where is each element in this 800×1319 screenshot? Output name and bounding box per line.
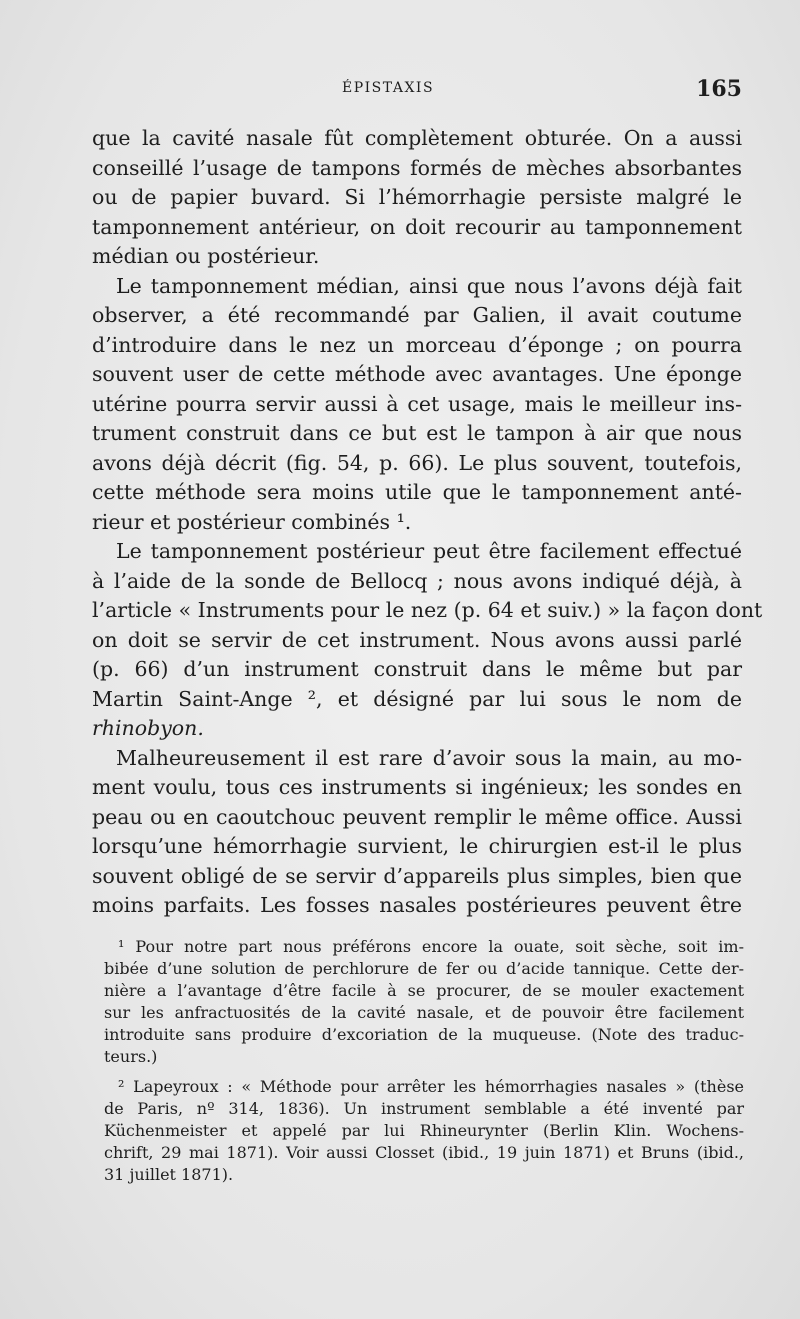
text-line: l’article « Instruments pour le nez (p. 64 et suiv.) » la façon dont [92, 598, 763, 622]
footnote-line: bibée d’une solution de perchlorure de fer ou d’acide tannique. Cette der- [104, 959, 744, 978]
text-line: peau ou en caoutchouc peuvent remplir le même office. Aussi [92, 804, 742, 829]
text-line: moins parfaits. Les fosses nasales postérieures peuvent être [92, 893, 742, 917]
footnote-line: Küchenmeister et appelé par lui Rhineurynter (Berlin Klin. Wochens- [104, 1121, 744, 1140]
footnote-line: teurs.) [104, 1047, 158, 1066]
footnotes [104, 936, 744, 1186]
page-number: 165 [696, 76, 742, 102]
text-line: d’introduire dans le nez un morceau d’éponge ; on pourra [92, 332, 742, 357]
text-line: cette méthode sera moins utile que le tamponnement anté- [92, 480, 742, 504]
footnote-line: ² Lapeyroux : « Méthode pour arrêter les hémorrhagies nasales » (thèse [118, 1077, 744, 1096]
footnote-line: de Paris, nº 314, 1836). Un instrument semblable a été inventé par [104, 1099, 744, 1118]
text-line: à l’aide de la sonde de Bellocq ; nous avons indiqué déjà, à [92, 568, 742, 593]
text-line: rieur et postérieur combinés ¹. [92, 509, 412, 534]
footnote-line: ¹ Pour notre part nous préférons encore la ouate, soit sèche, soit im- [118, 937, 744, 956]
footnote-line: 31 juillet 1871). [104, 1165, 234, 1184]
text-line: Le tamponnement postérieur peut être facilement effectué [116, 539, 742, 563]
running-title: ÉPISTAXIS [342, 80, 435, 96]
text-line: souvent obligé de se servir d’appareils plus simples, bien que [92, 863, 742, 888]
footnote-line: chrift, 29 mai 1871). Voir aussi Closset (ibid., 19 juin 1871) et Bruns (ibid., [104, 1143, 744, 1162]
text-line: médian ou postérieur. [92, 244, 320, 268]
text-line: trument construit dans ce but est le tampon à air que nous [92, 421, 742, 445]
text-line: on doit se servir de cet instrument. Nous avons aussi parlé [92, 627, 742, 652]
footnote-line: nière a l’avantage d’être facile à se procurer, de se mouler exactement [104, 981, 744, 1000]
text-line: lorsqu’une hémorrhagie survient, le chirurgien est-il le plus [92, 834, 742, 858]
text-line: ou de papier buvard. Si l’hémorrhagie persiste malgré le [92, 185, 742, 209]
text-line: observer, a été recommandé par Galien, il avait coutume [92, 303, 742, 327]
text-line: souvent user de cette méthode avec avantages. Une éponge [92, 362, 742, 386]
text-line: que la cavité nasale fût complètement obturée. On a aussi [92, 126, 742, 150]
text-line: Martin Saint-Ange ², et désigné par lui sous le nom de [92, 686, 742, 711]
text-line: ment voulu, tous ces instruments si ingénieux; les sondes en [92, 775, 742, 799]
footnote-line: sur les anfractuosités de la cavité nasale, et de pouvoir être facilement [104, 1003, 744, 1022]
text-line: utérine pourra servir aussi à cet usage, mais le meilleur ins- [92, 391, 742, 416]
text-line: Le tamponnement médian, ainsi que nous l’avons déjà fait [116, 273, 742, 298]
text-line: conseillé l’usage de tampons formés de mèches absorbantes [92, 155, 742, 180]
text-line: tamponnement antérieur, on doit recourir au tamponnement [92, 214, 742, 239]
text-line: (p. 66) d’un instrument construit dans le même but par [92, 657, 742, 681]
footnote-line: introduite sans produire d’excoriation de la muqueuse. (Note des traduc- [104, 1025, 744, 1044]
text-line: Malheureusement il est rare d’avoir sous la main, au mo- [116, 745, 742, 770]
text-line: rhinobyon. [92, 716, 204, 740]
text-line: avons déjà décrit (fig. 54, p. 66). Le plus souvent, toutefois, [92, 450, 742, 475]
page-header [92, 76, 742, 112]
main-text [92, 124, 763, 921]
